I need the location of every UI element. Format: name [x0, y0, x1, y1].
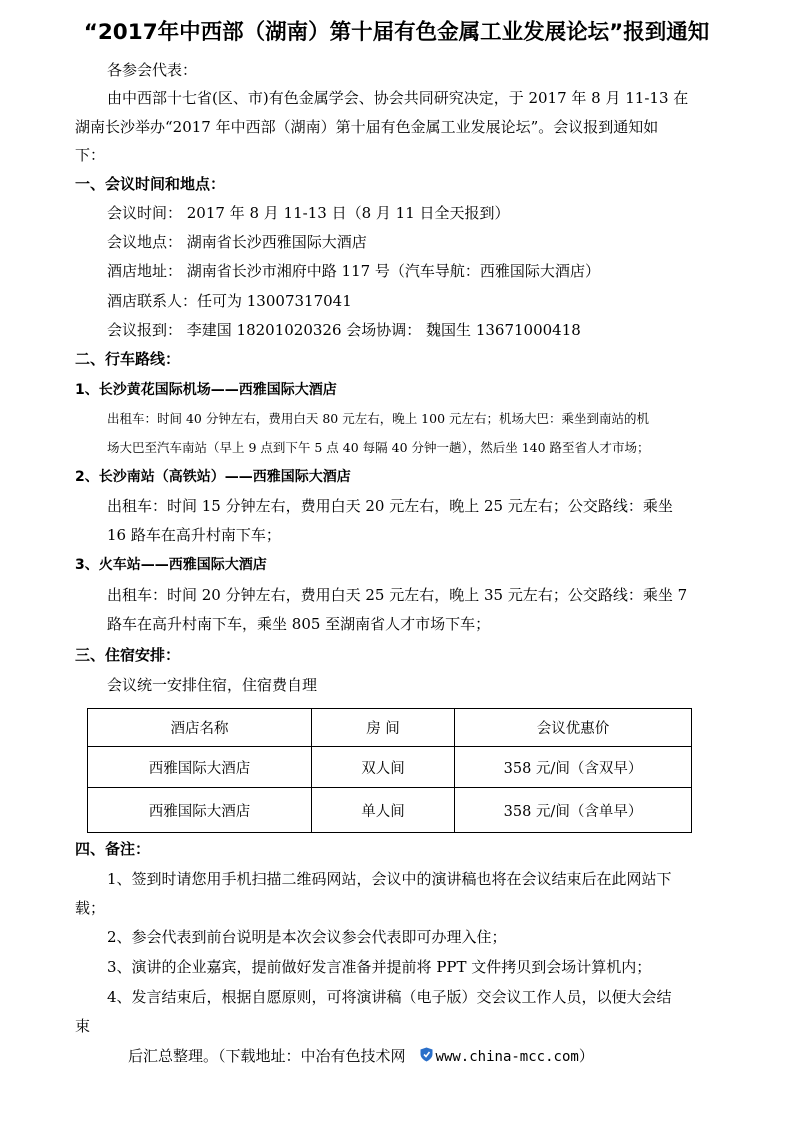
footer-text: 后汇总整理。（下载地址：中冶有色技术网 [128, 1047, 406, 1065]
note-4-line-1: 4、发言结束后，根据自愿原则，可将演讲稿（电子版）交会议工作人员，以便大会结 [107, 988, 672, 1006]
route-south-station-line-2: 16 路车在高升村南下车； [107, 526, 281, 544]
intro-line-1: 由中西部十七省(区、市)有色金属学会、协会共同研究决定，于 2017 年 8 月 11-13 在 [107, 89, 689, 107]
document-title: “2017年中西部（湖南）第十届有色金属工业发展论坛”报到通知 [83, 20, 710, 45]
greeting: 各参会代表： [107, 61, 198, 79]
note-4-footer [128, 1046, 594, 1067]
section-heading-accommodation: 三、住宿安排： [75, 646, 181, 664]
route-south-station-line-1: 出租车：时间 15 分钟左右，费用白天 20 元左右，晚上 25 元左右；公交路线：乘坐 [107, 497, 673, 515]
accommodation-note: 会议统一安排住宿，住宿费自理 [107, 676, 318, 694]
section-heading-routes: 二、行车路线： [75, 350, 181, 368]
section-heading-schedule: 一、会议时间和地点： [75, 175, 226, 193]
footer-url-link[interactable]: www.china-mcc.com [435, 1049, 579, 1065]
note-2: 2、参会代表到前台说明是本次会议参会代表即可办理入住； [107, 928, 507, 946]
table-cell-price: 358 元/间（含双早） [455, 747, 692, 788]
note-1-line-1: 1、签到时请您用手机扫描二维码网站，会议中的演讲稿也将在会议结束后在此网站下 [107, 870, 672, 888]
table-header-hotel: 酒店名称 [88, 709, 312, 747]
route-train-station-line-2: 路车在高升村南下车，乘坐 805 至湖南省人才市场下车； [107, 615, 491, 633]
note-1-line-2: 载； [75, 899, 106, 917]
table-cell-price: 358 元/间（含单早） [455, 788, 692, 833]
registration-contact: 会议报到： 李建国 18201020326 会场协调： 魏国生 13671000418 [107, 321, 581, 339]
route-airport-line-2: 场大巴至汽车南站（早上 9 点到下午 5 点 40 每隔 40 分钟一趟），然后坐 140 路至省人才市场； [107, 440, 650, 455]
route-airport-line-1: 出租车：时间 40 分钟左右，费用白天 80 元左右，晚上 100 元左右；机场大巴：乘坐到南站的机 [107, 411, 650, 426]
table-row [88, 747, 692, 788]
note-3: 3、演讲的企业嘉宾，提前做好发言准备并提前将 PPT 文件拷贝到会场计算机内； [107, 958, 652, 976]
shield-icon [420, 1047, 433, 1067]
meeting-venue: 会议地点： 湖南省长沙西雅国际大酒店 [107, 233, 367, 251]
table-header-price: 会议优惠价 [455, 709, 692, 747]
table-row [88, 788, 692, 833]
table-cell-hotel: 西雅国际大酒店 [88, 747, 312, 788]
route-south-station-title: 2、长沙南站（高铁站）——西雅国际大酒店 [75, 469, 351, 485]
table-cell-room: 双人间 [312, 747, 455, 788]
table-header-row [88, 709, 692, 747]
hotel-address: 酒店地址： 湖南省长沙市湘府中路 117 号（汽车导航：西雅国际大酒店） [107, 262, 600, 280]
hotel-contact: 酒店联系人：任可为 13007317041 [107, 292, 352, 310]
route-train-station-line-1: 出租车：时间 20 分钟左右，费用白天 25 元左右，晚上 35 元左右；公交路线：乘坐 7 [107, 586, 688, 604]
note-4-line-2: 束 [75, 1017, 91, 1035]
route-airport-title: 1、长沙黄花国际机场——西雅国际大酒店 [75, 382, 337, 398]
route-train-station-title: 3、火车站——西雅国际大酒店 [75, 557, 267, 573]
section-heading-notes: 四、备注： [75, 840, 151, 858]
table-cell-room: 单人间 [312, 788, 455, 833]
intro-line-3: 下： [75, 146, 106, 164]
meeting-time: 会议时间： 2017 年 8 月 11-13 日（8 月 11 日全天报到） [107, 204, 510, 222]
table-header-room: 房 间 [312, 709, 455, 747]
footer-close: ） [578, 1047, 594, 1065]
table-cell-hotel: 西雅国际大酒店 [88, 788, 312, 833]
hotel-price-table [87, 708, 692, 833]
intro-line-2: 湖南长沙举办“2017 年中西部（湖南）第十届有色金属工业发展论坛”。会议报到通知如 [75, 118, 659, 136]
